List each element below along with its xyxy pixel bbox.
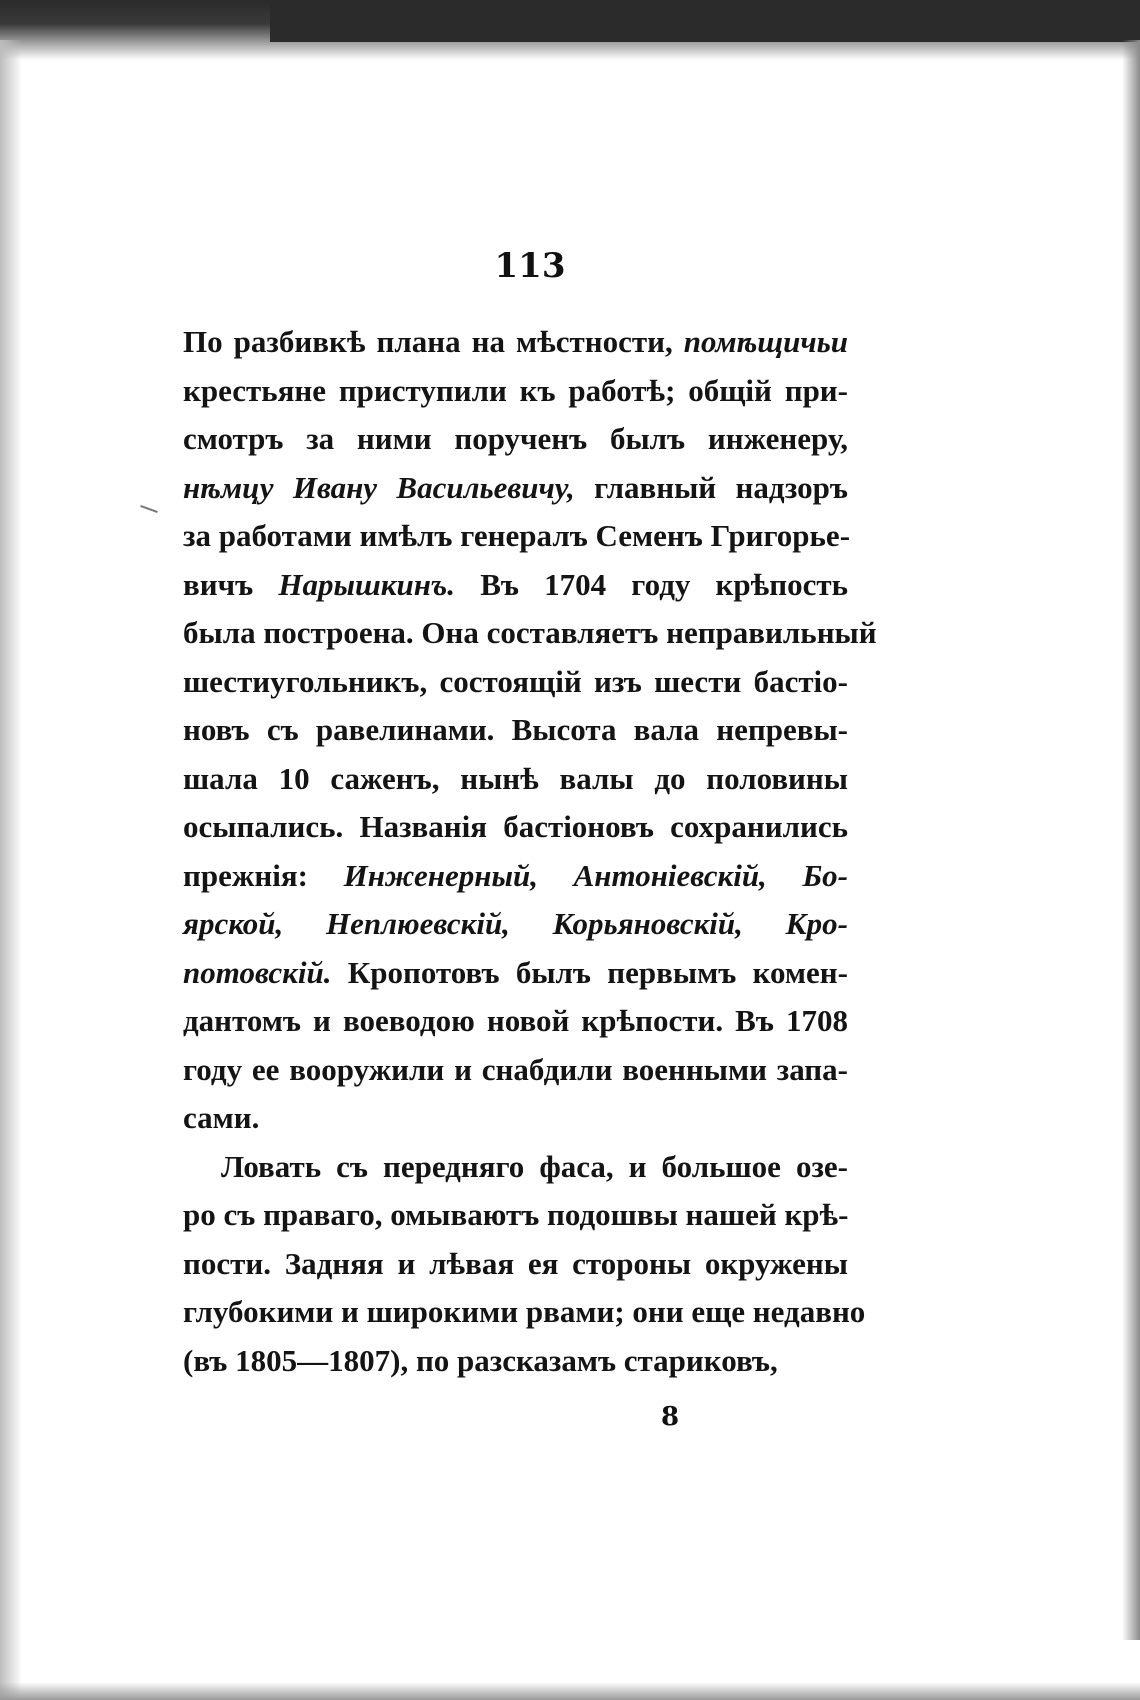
text-run: Кропотовъ былъ первымъ комен- [331, 954, 848, 990]
text-run: была построена. Она составляетъ неправильный [183, 615, 877, 650]
text-run: главный надзоръ [574, 469, 848, 505]
text-line [183, 803, 848, 852]
margin-mark [140, 505, 158, 513]
text-run: за работами имѣлъ генералъ Семенъ Григорье- [183, 518, 851, 553]
text-run: дантомъ и воеводою новой крѣпости. Въ 1708 [183, 1003, 848, 1038]
text-run: шала 10 саженъ, нынѣ валы до половины [183, 760, 848, 796]
text-line [183, 512, 851, 561]
italic-text-run: помѣщичьи [683, 324, 848, 359]
page-number: 113 [494, 246, 566, 286]
text-line [183, 1337, 848, 1386]
body-text [183, 318, 877, 1385]
text-line [183, 658, 848, 707]
text-line [183, 1046, 848, 1095]
italic-text-run: потовскій. [183, 954, 332, 990]
text-line [183, 367, 848, 416]
scan-left-edge [0, 40, 22, 1700]
text-line [183, 1240, 848, 1289]
text-run: прежнія: [183, 857, 344, 893]
text-line [183, 1288, 866, 1337]
text-run: сами. [183, 1100, 260, 1135]
printer-signature-mark: 8 [660, 1402, 680, 1432]
paragraph [183, 1143, 866, 1386]
scan-top-dark-band [270, 0, 1140, 42]
text-line [183, 609, 877, 658]
text-run: Въ 1704 году крѣпость [455, 566, 848, 602]
italic-text-run: нѣмцу Ивану Васильевичу, [183, 469, 575, 505]
text-run: крестьяне приступили къ работѣ; общій при- [183, 372, 848, 408]
text-line [183, 318, 848, 367]
text-line [183, 1143, 848, 1192]
text-run: вичъ [183, 566, 279, 602]
text-run: глубокими и широкими рвами; они еще недавно [183, 1294, 866, 1329]
italic-text-run: Нарышкинъ. [278, 566, 456, 602]
text-line [183, 415, 848, 464]
text-line [183, 464, 848, 513]
text-line [183, 561, 848, 610]
text-line [183, 900, 848, 949]
text-line [183, 997, 848, 1046]
text-run: новъ съ равелинами. Высота вала непревы- [183, 712, 848, 747]
text-run: (въ 1805—1807), по разсказамъ стариковъ, [183, 1342, 778, 1378]
text-run: Ловать съ передняго фаса, и большое озе- [221, 1148, 848, 1184]
scan-right-edge [1122, 40, 1140, 1640]
text-run: смотръ за ними порученъ былъ инженеру, [183, 421, 848, 456]
text-line [183, 1191, 848, 1240]
italic-text-run: ярской, Неплюевскій, Корьяновскій, Кро- [183, 906, 848, 941]
text-line [183, 1094, 848, 1143]
text-run: ро съ праваго, омываютъ подошвы нашей крѣ- [183, 1197, 849, 1232]
scan-bottom-edge [0, 1682, 1140, 1700]
text-line [183, 755, 848, 804]
text-line [183, 852, 848, 901]
text-run: По разбивкѣ плана на мѣстности, [183, 324, 684, 359]
text-run: осыпались. Названія бастіоновъ сохранились [183, 809, 848, 844]
text-run: шестиугольникъ, состоящій изъ шести бастіо- [183, 663, 848, 699]
text-run: пости. Задняя и лѣвая ея стороны окружены [183, 1245, 848, 1281]
text-run: году ее вооружили и снабдили военными запа- [183, 1051, 848, 1087]
text-line [183, 706, 848, 755]
italic-text-run: Инженерный, Антоніевскій, Бо- [343, 857, 848, 893]
text-line [183, 949, 848, 998]
paragraph [183, 318, 877, 1143]
